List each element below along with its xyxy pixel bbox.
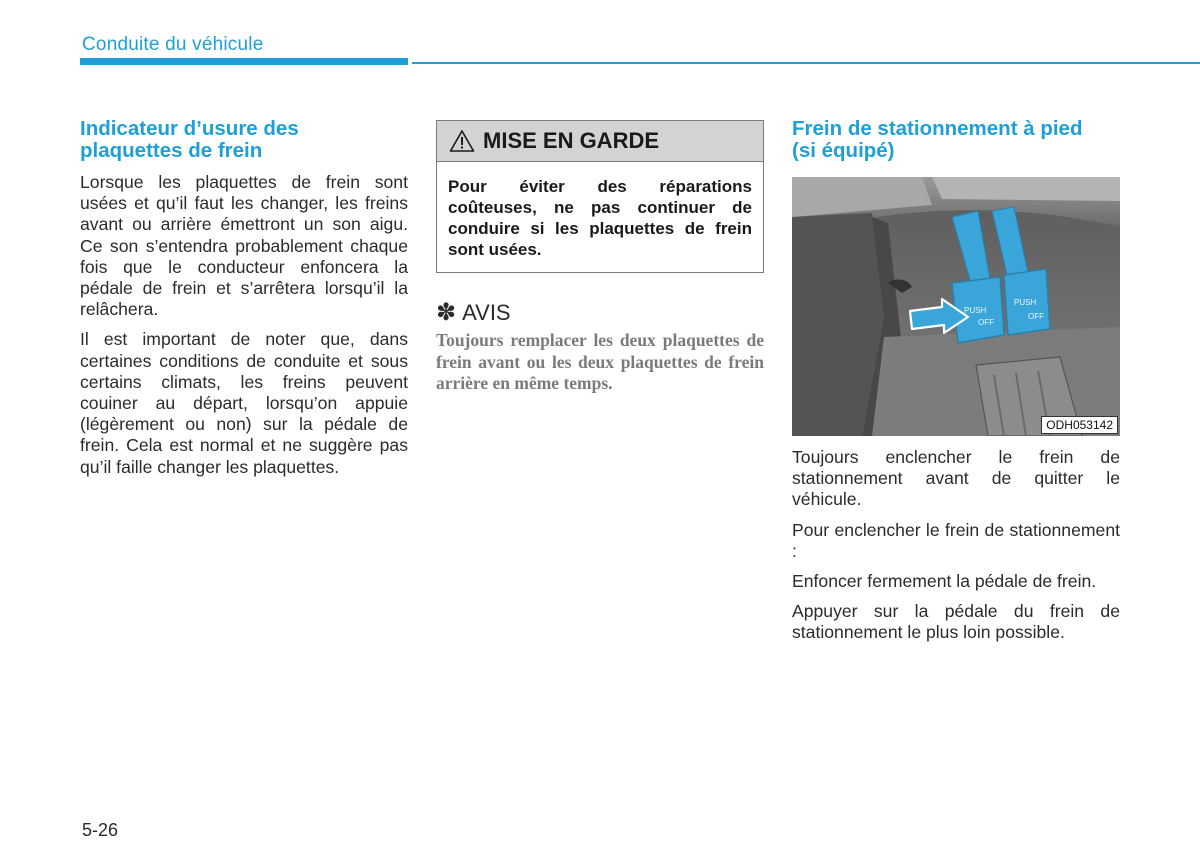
warning-text: Pour éviter des réparations coûteuses, ne pas continuer de conduire si les plaquettes de frein sont usées.	[448, 177, 752, 259]
pedal-label-off-2: OFF	[1028, 312, 1044, 321]
pedal-label-push-2: PUSH	[1014, 298, 1037, 307]
parking-brake-heading	[792, 118, 1120, 162]
notice-header	[436, 298, 511, 327]
header-rule-thick	[80, 58, 408, 65]
parking-brake-heading-line2: (si équipé)	[792, 139, 895, 162]
brake-wear-heading-line1: Indicateur d’usure des	[80, 117, 299, 140]
brake-wear-paragraph-2: Il est important de noter que, dans certaines conditions de conduite et sous certains climats, les freins peuvent couiner au départ, lorsqu’on appuie (légèrement ou non) sur la pédale de frein. Cela est normal et ne suggère pas qu’il faille changer les plaquettes.	[80, 329, 408, 477]
parking-brake-paragraph-3: Enfoncer fermement la pédale de frein.	[792, 571, 1097, 592]
brake-wear-heading-line2: plaquettes de frein	[80, 139, 263, 162]
pedal-label-push-1: PUSH	[964, 306, 987, 315]
parking-brake-text	[792, 447, 1120, 653]
parking-brake-illustration	[792, 177, 1120, 436]
warning-title: MISE EN GARDE	[483, 128, 660, 153]
parking-brake-figure	[792, 177, 1120, 436]
warning-header	[437, 121, 763, 162]
notice-title: AVIS	[462, 299, 511, 325]
warning-triangle-icon	[449, 129, 475, 153]
figure-code: ODH053142	[1041, 416, 1118, 434]
section-title: Conduite du véhicule	[82, 34, 264, 55]
parking-brake-paragraph-1: Toujours enclencher le frein de stationnement avant de quitter le véhicule.	[792, 447, 1120, 510]
parking-brake-paragraph-2: Pour enclencher le frein de stationnement :	[792, 519, 1120, 561]
brake-wear-heading	[80, 118, 408, 162]
brake-wear-paragraph-1: Lorsque les plaquettes de frein sont usées et qu’il faut les changer, les freins avant ou arrière émettront un son aigu. Ce son s’entendra probablement chaque fois que le conducteur enfoncera la pédale de frein et s’arrêtera lorsqu’il la relâchera.	[80, 172, 408, 320]
warning-box	[436, 120, 764, 273]
notice-symbol-icon: ✽	[436, 299, 457, 326]
page-number: 5-26	[82, 820, 119, 840]
notice-text: Toujours remplacer les deux plaquettes de frein avant ou les deux plaquettes de frein arrière en même temps.	[436, 330, 764, 393]
header-rule-thin	[412, 62, 1200, 64]
parking-brake-paragraph-4: Appuyer sur la pédale du frein de stationnement le plus loin possible.	[792, 601, 1120, 643]
right-column	[792, 118, 1120, 176]
left-column	[80, 118, 408, 487]
pedal-label-off-1: OFF	[978, 318, 994, 327]
parking-brake-heading-line1: Frein de stationnement à pied	[792, 117, 1083, 140]
